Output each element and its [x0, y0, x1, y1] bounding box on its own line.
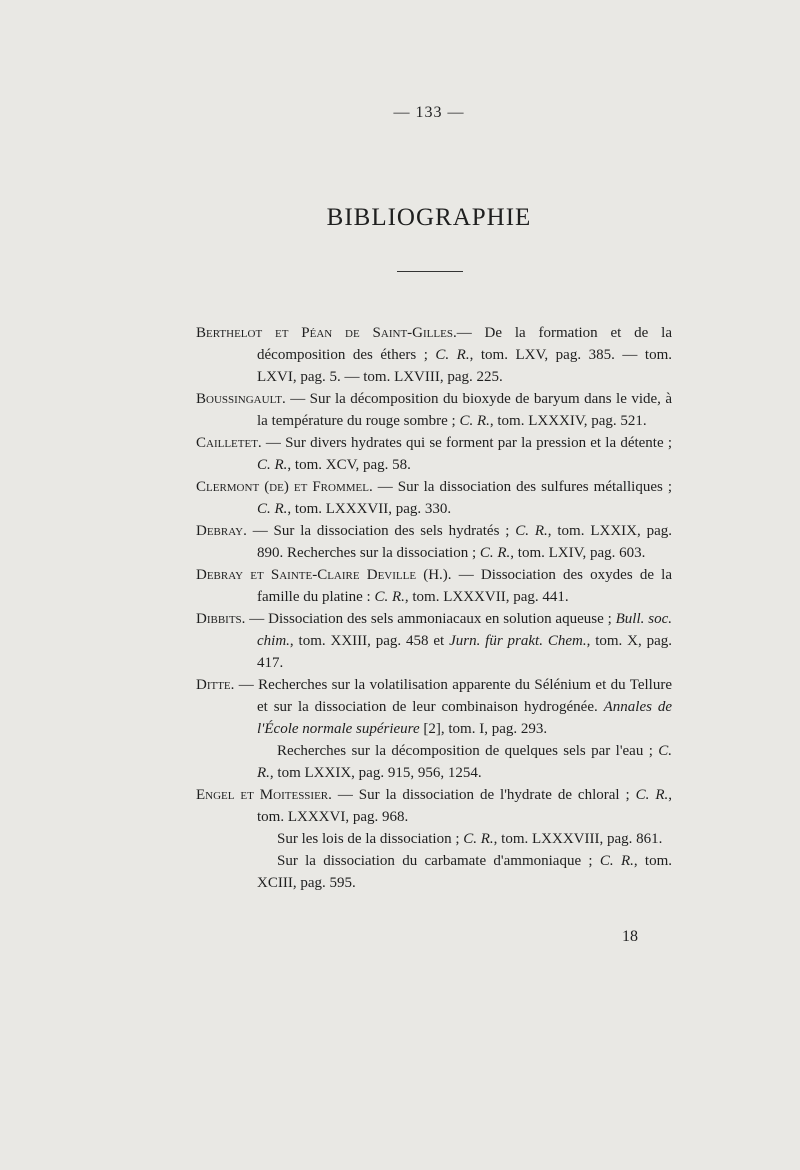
bibliography-subentry [196, 740, 672, 784]
entry-journal: Annales de l'École normale supérieure [257, 699, 672, 737]
entry-journal: C. R. [463, 831, 494, 847]
entry-text: — Sur la dissociation des sulfures métalliques ; [372, 479, 672, 495]
entry-author: Engel et Moitessier. [196, 787, 332, 803]
entry-text: — De la formation et de la décomposition des éthers ; [257, 325, 672, 363]
entry-text: — Sur la dissociation des sels hydratés ; [246, 523, 516, 539]
entry-text: , tom. LXXIX, pag. 890. Recherches sur la dissociation ; [257, 523, 672, 561]
entry-citation: , tom. LXXXIV, pag. 521. [489, 413, 647, 429]
entry-journal: C. R. [435, 347, 470, 363]
bibliography-subentry [196, 850, 672, 894]
entry-text: Sur les lois de la dissociation ; [277, 831, 464, 847]
entry-citation: , tom. XCIII, pag. 595. [257, 853, 672, 891]
bibliography-entry [196, 322, 672, 388]
entry-author: Dibbits. [196, 611, 246, 627]
entry-author: Debray. [196, 523, 247, 539]
entry-citation: , tom. XCV, pag. 58. [287, 457, 411, 473]
entry-journal: C. R. [257, 501, 288, 517]
bibliography-entry [196, 608, 672, 674]
entry-citation: , tom. LXXXVIII, pag. 861. [493, 831, 663, 847]
entry-text: Sur la dissociation du carbamate d'ammoniaque ; [277, 853, 600, 869]
entry-citation: , tom. X, pag. 417. [257, 633, 672, 671]
entry-journal: Bull. soc. chim. [257, 611, 672, 649]
title-divider [397, 271, 463, 272]
entry-text: — Sur la décomposition du bioxyde de baryum dans le vide, à la température du rouge sombre ; [257, 391, 672, 429]
entry-text: — Dissociation des oxydes de la famille du platine : [257, 567, 672, 605]
entry-journal: C. R. [515, 523, 548, 539]
bibliography-entry [196, 564, 672, 608]
entry-author: Berthelot et Péan de Saint-Gilles. [196, 325, 457, 341]
signature-mark: 18 [622, 928, 638, 945]
entry-text: — Dissociation des sels ammoniacaux en solution aqueuse ; [245, 611, 616, 627]
entry-text: — Sur la dissociation de l'hydrate de chloral ; [331, 787, 636, 803]
entry-citation: , tom LXXIX, pag. 915, 956, 1254. [269, 765, 482, 781]
page-number: — 133 — [393, 104, 465, 121]
entry-citation: , tom. LXIV, pag. 603. [510, 545, 646, 561]
entry-journal: C. R. [635, 787, 669, 803]
entry-citation: , tom. LXV, pag. 385. — tom. LXVI, pag. 5. — tom. LXVIII, pag. 225. [257, 347, 672, 385]
entry-journal: C. R. [374, 589, 405, 605]
entry-author: Clermont (de) et Frommel. [196, 479, 373, 495]
entry-citation: , tom. LXXXVII, pag. 441. [404, 589, 569, 605]
entry-journal: C. R. [459, 413, 490, 429]
bibliography-entry [196, 784, 672, 828]
entry-author: Boussingault. [196, 391, 286, 407]
entry-text: , tom. XXIII, pag. 458 et [289, 633, 450, 649]
entry-author: Cailletet. [196, 435, 262, 451]
page-title: BIBLIOGRAPHIE [326, 204, 532, 231]
bibliography-entry [196, 432, 672, 476]
entry-journal: C. R. [257, 743, 672, 781]
bibliography-list [196, 322, 672, 894]
bibliography-entry [196, 674, 672, 740]
entry-author: Ditte. [196, 677, 235, 693]
entry-text: — Sur divers hydrates qui se forment par la pression et la détente ; [261, 435, 672, 451]
entry-journal: C. R. [257, 457, 288, 473]
entry-journal: C. R. [599, 853, 634, 869]
entry-citation: , tom. LXXXVII, pag. 330. [287, 501, 452, 517]
bibliography-entry [196, 476, 672, 520]
entry-text: — Recherches sur la volatilisation apparente du Sélénium et du Tellure et sur la dissociation de leur combinaison hydrogénée. [234, 677, 672, 715]
bibliography-subentry [196, 828, 672, 850]
entry-journal: C. R. [479, 545, 511, 561]
entry-text: Recherches sur la décomposition de quelques sels par l'eau ; [277, 743, 659, 759]
entry-citation: , tom. LXXXVI, pag. 968. [257, 787, 673, 825]
bibliography-entry [196, 520, 672, 564]
bibliography-entry [196, 388, 672, 432]
entry-citation: [2], tom. I, pag. 293. [419, 721, 548, 737]
entry-journal: Jurn. für prakt. Chem. [449, 633, 587, 649]
entry-author: Debray et Sainte-Claire Deville (H.). [196, 567, 452, 583]
